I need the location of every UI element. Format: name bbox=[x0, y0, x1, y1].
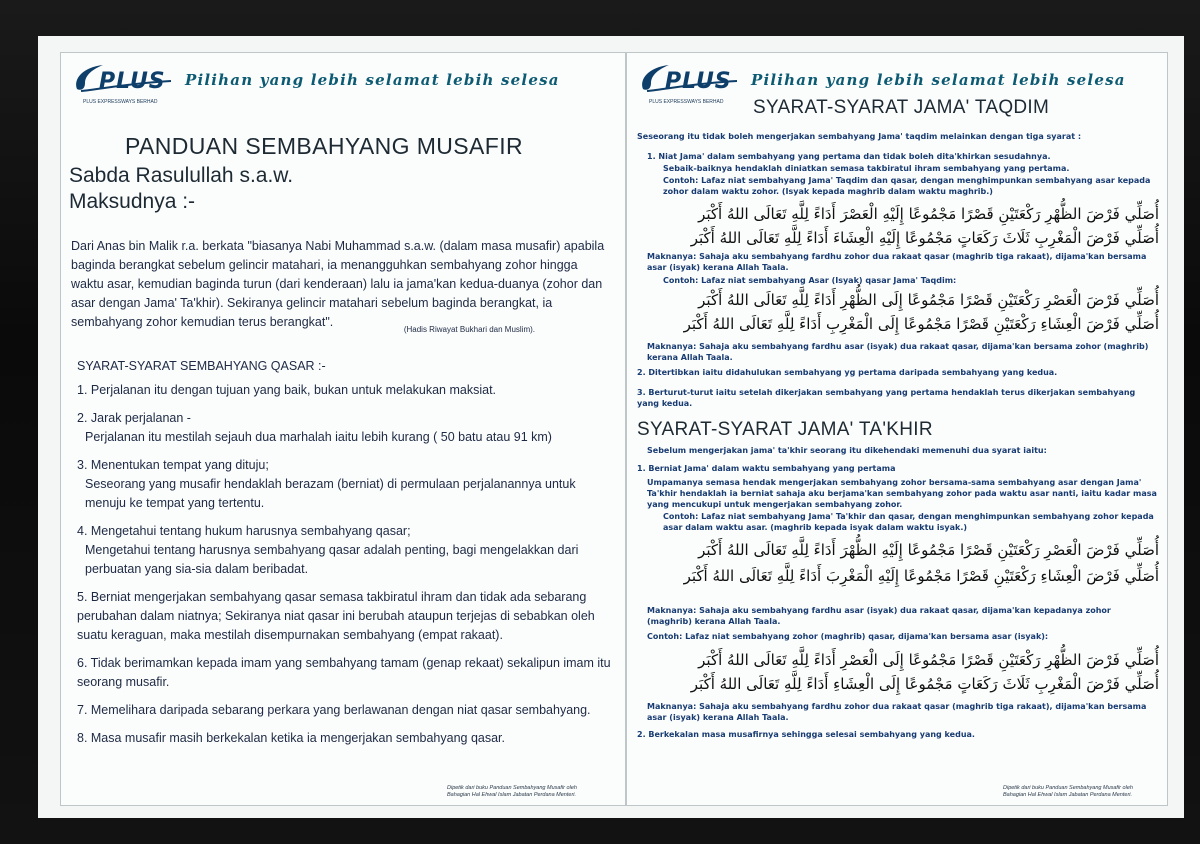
arabic-niat-line: أُصَلِّي فَرْضَ الظُّهْرِ رَكْعَتَيْنِ قَصْرًا مَجْمُوعًا إِلَى الْعَصْرِ أَدَاءً لِلَّهِ تَعَالَى اللهُ أَكْبَر bbox=[698, 651, 1159, 669]
list-item-detail: Perjalanan itu mestilah sejauh dua marhalah iaitu lebih kurang ( 50 batu atau 91 km) bbox=[85, 430, 552, 444]
qasar-heading: SYARAT-SYARAT SEMBAHYANG QASAR :- bbox=[77, 359, 326, 373]
meaning-text: Maknanya: Sahaja aku sembahyang fardhu zohor dua rakaat qasar (maghrib tiga rakaat), dijama'kan bersama asar (isyak) kerana Allah Taala. bbox=[647, 702, 1147, 722]
plus-logo-text: PLUS bbox=[665, 69, 732, 94]
list-item-detail: Seseorang yang musafir hendaklah berazam (berniat) di permulaan perjalanannya untuk menuju ke tempat yang tertentu. bbox=[85, 477, 576, 510]
tagline: Pilihan yang lebih selamat lebih selesa bbox=[185, 71, 560, 89]
subtitle: Sabda Rasulullah s.a.w. bbox=[69, 164, 294, 187]
list-item-head: 6. Tidak berimamkan kepada imam yang sembahyang tamam (genap rekaat) sekalipun imam itu seorang musafir. bbox=[77, 656, 611, 689]
arabic-niat-line: أُصَلِّي فَرْضَ الْعِشَاءِ رَكْعَتَيْنِ قَصْرًا مَجْمُوعًا إِلَيْهِ الْمَغْرِبَ أَدَاءً لِلَّهِ تَعَالَى اللهُ أَكْبَر bbox=[683, 567, 1159, 585]
arabic-niat-line: أُصَلِّي فَرْضَ الْمَغْرِبِ ثَلَاثَ رَكَعَاتٍ مَجْمُوعًا إِلَى الْعِشَاءِ أَدَاءً لِلَّهِ تَعَالَى اللهُ أَكْبَر bbox=[690, 675, 1159, 693]
left-panel bbox=[60, 52, 626, 806]
hadith-source: (Hadis Riwayat Bukhari dan Muslim). bbox=[403, 325, 535, 334]
meaning-text: Maknanya: Sahaja aku sembahyang fardhu asar (isyak) dua rakaat qasar, dijama'kan kepadanya zohor (maghrib) kerana Allah Taala. bbox=[647, 606, 1111, 626]
taqdim-intro: Seseorang itu tidak boleh mengerjakan sembahyang Jama' taqdim melainkan dengan tiga syarat : bbox=[637, 132, 1082, 141]
list-item bbox=[77, 588, 617, 645]
list-item-head: 3. Menentukan tempat yang dituju; bbox=[77, 458, 269, 472]
taqdim-condition-3: 3. Berturut-turut iaitu setelah dikerjakan sembahyang yang pertama hendaklah terus dikerjakan sembahyang yang kedua. bbox=[637, 388, 1136, 408]
list-item bbox=[77, 522, 617, 579]
taqdim-example: Contoh: Lafaz niat sembahyang Jama' Taqdim dan qasar, dengan menghimpunkan sembahyang asar kepada zohor dalam waktu zohor. (Isyak kepada maghrib dalam waktu maghrib.) bbox=[663, 176, 1151, 196]
taqdim-condition-1-note: Sebaik-baiknya hendaklah diniatkan semasa takbiratul ihram sembahyang yang pertama. bbox=[663, 164, 1070, 173]
list-item-head: 8. Masa musafir masih berkekalan ketika ia mengerjakan sembahyang qasar. bbox=[77, 731, 505, 745]
qasar-list bbox=[77, 381, 617, 757]
list-item-head: 1. Perjalanan itu dengan tujuan yang baik, bukan untuk melakukan maksiat. bbox=[77, 383, 497, 397]
list-item bbox=[77, 654, 617, 692]
list-item-head: 7. Memelihara daripada sebarang perkara yang berlawanan dengan niat qasar sembahyang. bbox=[77, 703, 591, 717]
list-item bbox=[77, 409, 617, 447]
page-title: PANDUAN SEMBAHYANG MUSAFIR bbox=[125, 133, 524, 159]
arabic-niat-line: أُصَلِّي فَرْضَ الْمَغْرِبِ ثَلَاثَ رَكَعَاتٍ مَجْمُوعًا إِلَيْهِ الْعِشَاءَ أَدَاءً لِلَّهِ تَعَالَى اللهُ أَكْبَر bbox=[690, 229, 1159, 247]
meaning-text: Maknanya: Sahaja aku sembahyang fardhu asar (isyak) dua rakaat qasar, dijama'kan bersama zohor (maghrib) kerana Allah Taala. bbox=[647, 342, 1149, 362]
tagline: Pilihan yang lebih selamat lebih selesa bbox=[751, 71, 1126, 89]
list-item-head: 5. Berniat mengerjakan sembahyang qasar semasa takbiratul ihram dan tidak ada sebarang perubahan dalam niatnya; Sekiranya niat qasar ini berubah ataupun terjejas di sebabkan oleh suatu keraguan, maka mestilah disempurnakan sembahyang (empat rakaat). bbox=[77, 590, 595, 642]
taqdim-condition-1: 1. Niat Jama' dalam sembahyang yang pertama dan tidak boleh dita'khirkan sesudahnya. bbox=[647, 152, 1051, 161]
maksudnya-label: Maksudnya :- bbox=[69, 190, 196, 213]
source-footnote: Dipetik dari buku Panduan Sembahyang Musafir oleh Bahagian Hal Ehwal Islam Jabatan Perdana Menteri. bbox=[1003, 785, 1133, 798]
poster-board bbox=[38, 36, 1184, 818]
list-item-head: 4. Mengetahui tentang hukum harusnya sembahyang qasar; bbox=[77, 524, 411, 538]
example-text: Contoh: Lafaz niat sembahyang zohor (maghrib) qasar, dijama'kan bersama asar (isyak): bbox=[647, 632, 1049, 641]
list-item bbox=[77, 729, 617, 748]
arabic-niat-line: أُصَلِّي فَرْضَ الْعَصْرِ رَكْعَتَيْنِ قَصْرًا مَجْمُوعًا إِلَيْهِ الظُّهْرَ أَدَاءً لِلَّهِ تَعَالَى اللهُ أَكْبَر bbox=[698, 541, 1159, 559]
hadith-text: Dari Anas bin Malik r.a. berkata "biasanya Nabi Muhammad s.a.w. (dalam masa musafir) apabila baginda berangkat sebelum gelincir matahari, ia menangguhkan sembahyang zohor hingga waktu asar, kemudian baginda turun (dari kenderaan) lalu ia jama'kan kedua-duanya (zohor dan asar dengan Jama' Ta'khir). Sekiranya gelincir matahari sebelum baginda berangkat, ia sembahyang zohor kemudian terus berangkat". bbox=[71, 239, 605, 329]
list-item bbox=[77, 701, 617, 720]
takhir-example: Contoh: Lafaz niat sembahyang Jama' Ta'khir dan qasar, dengan menghimpunkan sembahyang zohor kepada asar dalam waktu asar. (maghrib kepada isyak dalam waktu isyak.) bbox=[663, 512, 1154, 532]
arabic-niat-line: أُصَلِّي فَرْضَ الْعِشَاءِ رَكْعَتَيْنِ قَصْرًا مَجْمُوعًا إِلَى الْمَغْرِبِ أَدَاءً لِلَّهِ تَعَالَى اللهُ أَكْبَر bbox=[683, 315, 1159, 333]
arabic-niat-line: أُصَلِّي فَرْضَ الظُّهْرِ رَكْعَتَيْنِ قَصْرًا مَجْمُوعًا إِلَيْهِ الْعَصْرَ أَدَاءً لِلَّهِ تَعَالَى اللهُ أَكْبَر bbox=[698, 205, 1159, 223]
list-item-detail: Mengetahui tentang harusnya sembahyang qasar adalah penting, bagi mengelakkan dari perbuatan yang sia-sia dalam beribadat. bbox=[85, 543, 579, 576]
taqdim-condition-2: 2. Ditertibkan iaitu didahulukan sembahyang yg pertama daripada sembahyang yang kedua. bbox=[637, 368, 1058, 377]
plus-logo bbox=[637, 59, 747, 105]
meaning-text: Maknanya: Sahaja aku sembahyang fardhu zohor dua rakaat qasar (maghrib tiga rakaat), dijama'kan bersama asar (isyak) kerana Allah Taala. bbox=[647, 252, 1147, 272]
list-item bbox=[77, 381, 617, 400]
takhir-title: SYARAT-SYARAT JAMA' TA'KHIR bbox=[637, 419, 933, 440]
list-item-head: 2. Jarak perjalanan - bbox=[77, 411, 191, 425]
takhir-condition-2: 2. Berkekalan masa musafirnya sehingga selesai sembahyang yang kedua. bbox=[637, 730, 975, 739]
taqdim-title: SYARAT-SYARAT JAMA' TAQDIM bbox=[753, 97, 1050, 118]
takhir-condition-1: 1. Berniat Jama' dalam waktu sembahyang yang pertama bbox=[637, 464, 896, 473]
example-text: Contoh: Lafaz niat sembahyang Asar (Isyak) qasar Jama' Taqdim: bbox=[663, 276, 957, 285]
plus-logo-subtext: PLUS EXPRESSWAYS BERHAD bbox=[649, 99, 724, 105]
plus-logo-text: PLUS bbox=[99, 69, 166, 94]
takhir-condition-1-note: Umpamanya semasa hendak mengerjakan sembahyang zohor bersama-sama sembahyang asar dengan Jama' Ta'khir hendaklah ia berniat sahaja aku berjama'kan sembahyang zohor pada waktu asar nanti, iaitu kadar masa yang mencukupi untuk mengerjakan sembahyang zohor. bbox=[647, 478, 1157, 509]
list-item bbox=[77, 456, 617, 513]
takhir-intro: Sebelum mengerjakan jama' ta'khir seorang itu dikehendaki memenuhi dua syarat iaitu: bbox=[647, 446, 1047, 455]
plus-logo bbox=[71, 59, 181, 105]
right-panel bbox=[626, 52, 1168, 806]
arabic-niat-line: أُصَلِّي فَرْضَ الْعَصْرِ رَكْعَتَيْنِ قَصْرًا مَجْمُوعًا إِلَى الظُّهْرِ أَدَاءً لِلَّهِ تَعَالَى اللهُ أَكْبَر bbox=[698, 291, 1159, 309]
source-footnote: Dipetik dari buku Panduan Sembahyang Musafir oleh Bahagian Hal Ehwal Islam Jabatan Perdana Menteri. bbox=[447, 785, 577, 798]
plus-logo-subtext: PLUS EXPRESSWAYS BERHAD bbox=[83, 99, 158, 105]
